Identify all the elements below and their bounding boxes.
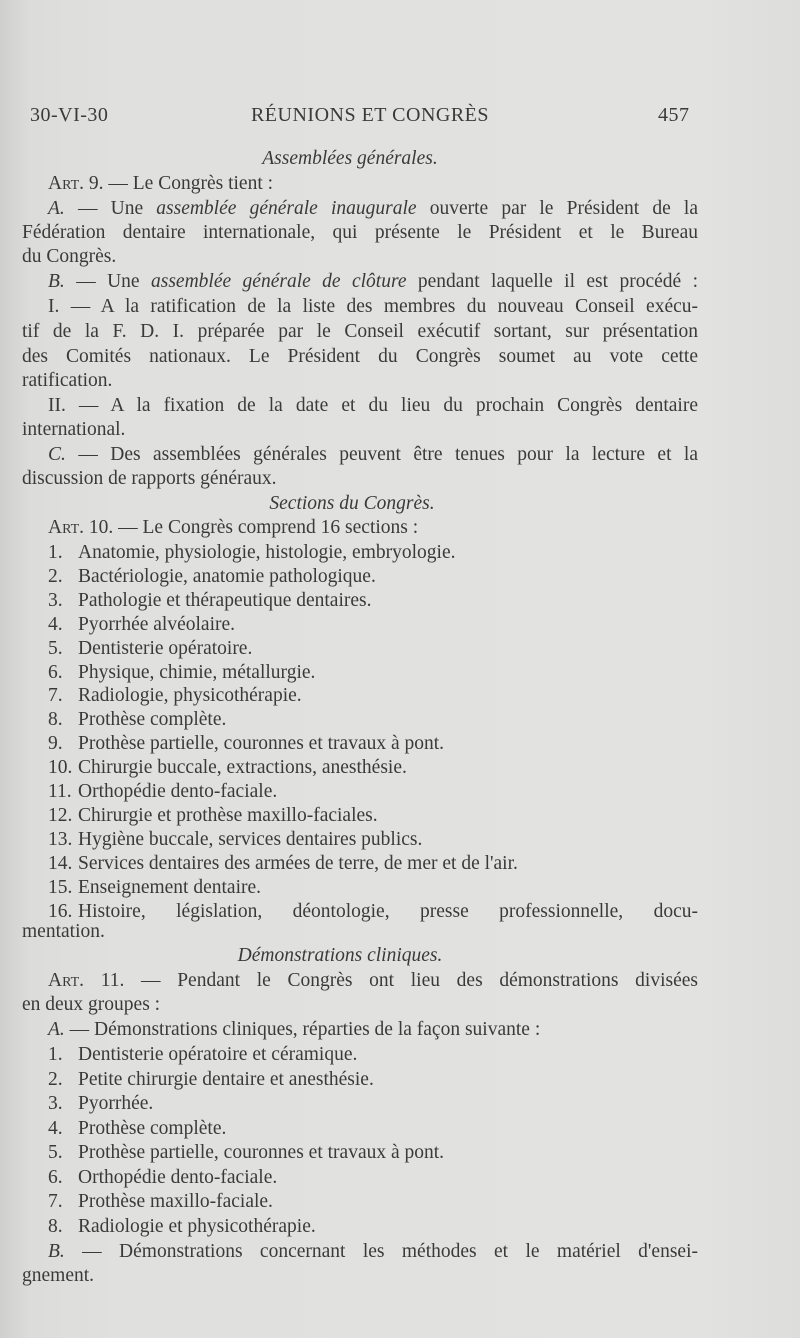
section-item-text: Enseignement dentaire. xyxy=(78,876,262,898)
page-number: 457 xyxy=(658,104,690,126)
section-item-number: 16. xyxy=(48,900,73,922)
section-item-10 xyxy=(48,756,800,779)
section-item-number: 5. xyxy=(48,637,63,659)
demo-item-number: 5. xyxy=(48,1142,63,1163)
demo-item-4 xyxy=(48,1117,800,1140)
para-i-line-1: I. — A la ratification de la liste des membres du nouveau Conseil exécu- xyxy=(48,296,698,317)
demo-item-5 xyxy=(48,1141,800,1164)
section-item-text: Orthopédie dento-faciale. xyxy=(78,781,278,802)
demo-item-text: Orthopédie dento-faciale. xyxy=(78,1166,278,1188)
demo-item-number: 8. xyxy=(48,1215,63,1237)
section-item-2 xyxy=(48,565,800,588)
section-item-15 xyxy=(48,876,800,899)
demo-item-text: Prothèse maxillo-faciale. xyxy=(78,1191,273,1212)
article-11-line-1: Art. 11. — Pendant le Congrès ont lieu des démonstrations divisées xyxy=(48,970,699,991)
demo-item-text: Prothèse complète. xyxy=(78,1117,227,1139)
para-ii-line-2: international. xyxy=(22,419,126,440)
header-date: 30-VI-30 xyxy=(30,104,109,126)
section-item-11 xyxy=(48,780,800,803)
article-10: Art. 10. — Le Congrès comprend 16 sections : xyxy=(48,517,419,538)
section-item-number: 3. xyxy=(48,589,63,611)
demo-b-line-1: B. — Démonstrations concernant les méthodes et le matériel d'ensei- xyxy=(48,1241,698,1262)
section-item-text: Chirurgie buccale, extractions, anesthésie. xyxy=(78,757,407,779)
section-item-text: Histoire, législation, déontologie, presse professionnelle, docu- xyxy=(78,900,698,922)
section-item-number: 9. xyxy=(48,733,63,755)
section-item-6 xyxy=(48,661,800,684)
section-item-text: Pyorrhée alvéolaire. xyxy=(78,613,236,635)
demo-item-6 xyxy=(48,1166,800,1189)
section-item-text: Dentisterie opératoire. xyxy=(78,637,253,659)
section-item-text: Hygiène buccale, services dentaires publics. xyxy=(78,828,423,850)
section-item-13 xyxy=(48,828,800,851)
section-item-number: 7. xyxy=(48,685,63,707)
section-item-text: Anatomie, physiologie, histologie, embryologie. xyxy=(78,542,456,563)
section-item-number: 15. xyxy=(48,876,73,898)
demo-item-text: Dentisterie opératoire et céramique. xyxy=(78,1044,358,1065)
section-item-number: 11. xyxy=(48,781,72,802)
section-item-4 xyxy=(48,613,800,636)
section-item-number: 6. xyxy=(48,661,63,683)
para-c-line-2: discussion de rapports généraux. xyxy=(22,468,277,489)
para-a-line-3: du Congrès. xyxy=(22,246,117,267)
section-title-sections: Sections du Congrès. xyxy=(269,493,435,514)
para-i-line-3: des Comités nationaux. Le Président du Congrès soumet au vote cette xyxy=(22,346,698,367)
article-9: Art. 9. — Le Congrès tient : xyxy=(48,173,274,194)
demo-item-number: 4. xyxy=(48,1117,63,1139)
section-item-number: 10. xyxy=(48,757,73,779)
demo-item-text: Pyorrhée. xyxy=(78,1093,154,1114)
section-item-number: 1. xyxy=(48,542,63,563)
section-item-number: 13. xyxy=(48,828,73,850)
section-item-number: 14. xyxy=(48,852,73,874)
demo-item-3 xyxy=(48,1092,800,1115)
para-ii-line-1: II. — A la fixation de la date et du lieu du prochain Congrès dentaire xyxy=(48,395,698,416)
section-item-number: 8. xyxy=(48,709,63,731)
header-title: RÉUNIONS ET CONGRÈS xyxy=(250,104,490,126)
demo-b-line-2: gnement. xyxy=(22,1265,95,1286)
section-item-text: Prothèse partielle, couronnes et travaux à pont. xyxy=(78,733,445,755)
demo-item-number: 6. xyxy=(48,1166,63,1188)
section-item-text: Pathologie et thérapeutique dentaires. xyxy=(78,589,372,611)
section-item-number: 4. xyxy=(48,613,63,635)
demo-item-text: Petite chirurgie dentaire et anesthésie. xyxy=(78,1068,374,1090)
demo-item-text: Radiologie et physicothérapie. xyxy=(78,1215,316,1237)
section-item-8 xyxy=(48,708,800,731)
section-item-number: 12. xyxy=(48,804,73,826)
section-item-text: Physique, chimie, métallurgie. xyxy=(78,661,316,683)
section-item-7 xyxy=(48,684,800,707)
demo-item-8 xyxy=(48,1215,800,1238)
demo-item-number: 3. xyxy=(48,1093,63,1114)
demo-item-text: Prothèse partielle, couronnes et travaux à pont. xyxy=(78,1142,445,1163)
demo-item-number: 7. xyxy=(48,1191,63,1212)
section-item-9 xyxy=(48,732,800,755)
section-item-text: Bactériologie, anatomie pathologique. xyxy=(78,565,376,587)
demo-item-number: 1. xyxy=(48,1044,63,1065)
section-16-continuation: mentation. xyxy=(22,921,105,942)
section-title-assemblees: Assemblées générales. xyxy=(262,148,438,169)
demo-item-number: 2. xyxy=(48,1068,63,1090)
section-item-12 xyxy=(48,804,800,827)
section-item-3 xyxy=(48,589,800,612)
article-11-line-2: en deux groupes : xyxy=(22,994,161,1015)
para-i-line-4: ratification. xyxy=(22,370,113,391)
para-c-line-1: C. — Des assemblées générales peuvent être tenues pour la lecture et la xyxy=(48,444,698,465)
para-i-line-2: tif de la F. D. I. préparée par le Conseil exécutif sortant, sur présentation xyxy=(22,321,698,342)
section-item-text: Prothèse complète. xyxy=(78,709,227,731)
section-title-demonstrations: Démonstrations cliniques. xyxy=(237,945,443,966)
demo-item-2 xyxy=(48,1068,800,1091)
section-item-5 xyxy=(48,637,800,660)
section-item-14 xyxy=(48,852,800,875)
demo-a-intro: A. — Démonstrations cliniques, réparties de la façon suivante : xyxy=(48,1019,541,1040)
para-a-line-2: Fédération dentaire internationale, qui présente le Président et le Bureau xyxy=(22,222,698,243)
para-b-line-1: B. — Une assemblée générale de clôture pendant laquelle il est procédé : xyxy=(48,271,698,292)
section-item-text: Chirurgie et prothèse maxillo-faciales. xyxy=(78,804,378,826)
section-item-1 xyxy=(48,541,800,564)
demo-item-1 xyxy=(48,1043,800,1066)
para-a-line-1: A. — Une assemblée générale inaugurale ouverte par le Président de la xyxy=(48,198,698,219)
section-item-text: Services dentaires des armées de terre, de mer et de l'air. xyxy=(78,852,518,874)
demo-item-7 xyxy=(48,1190,800,1213)
section-item-number: 2. xyxy=(48,565,63,587)
section-item-text: Radiologie, physicothérapie. xyxy=(78,685,302,707)
